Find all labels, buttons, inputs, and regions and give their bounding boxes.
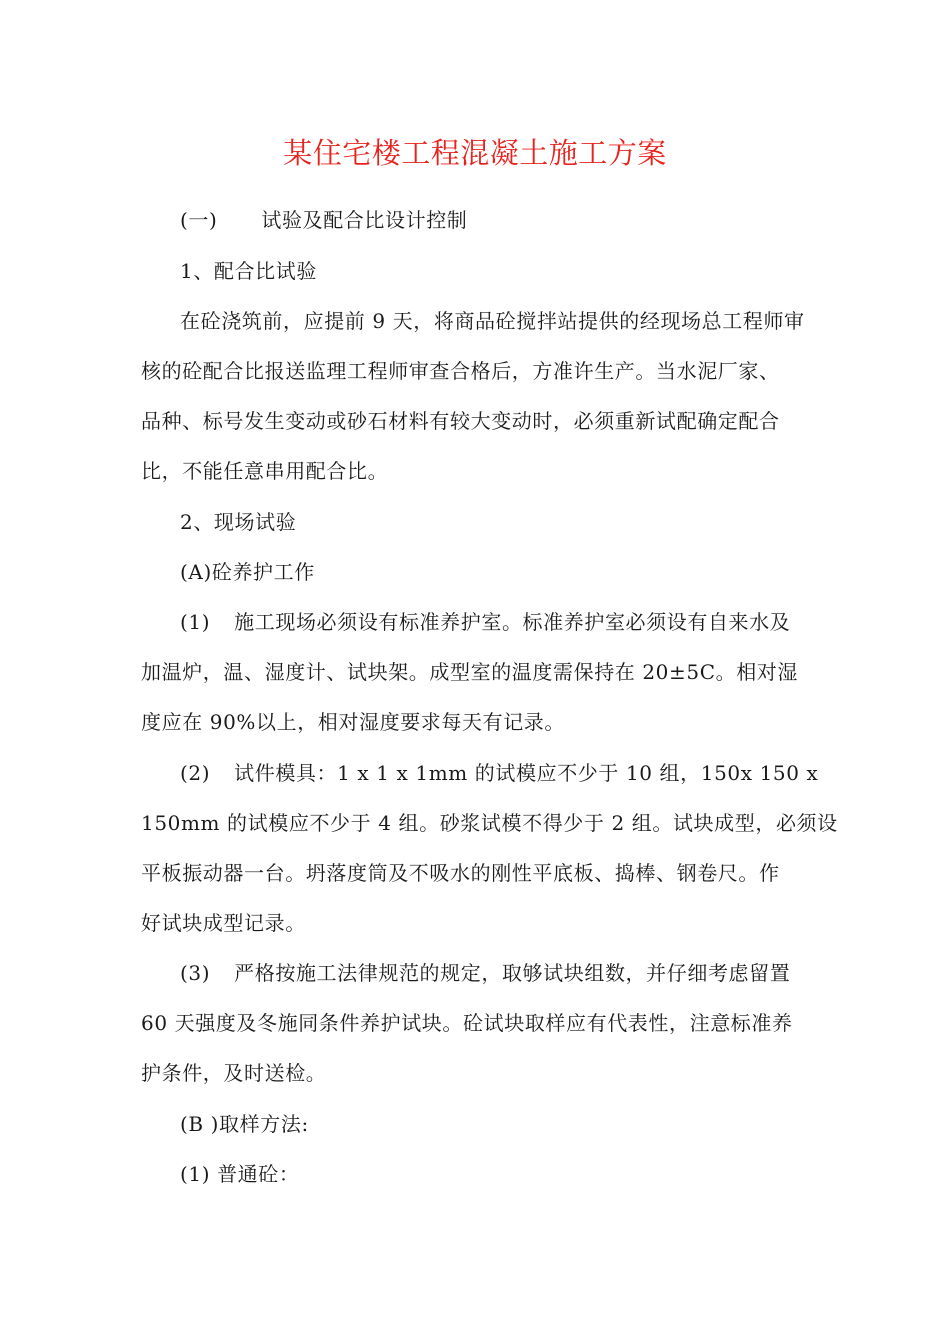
item-heading: (B )取样方法:: [180, 1112, 309, 1136]
item-number: (1): [180, 610, 211, 634]
list-item-first-line: [180, 607, 860, 637]
section-title: 试验及配合比设计控制: [261, 208, 468, 232]
section-number: (一): [180, 208, 218, 232]
item-text: 施工现场必须设有标准养护室。标准养护室必须设有自来水及: [234, 610, 791, 634]
paragraph-line: 比，不能任意串用配合比。: [141, 459, 389, 483]
paragraph-line: 核的砼配合比报送监理工程师审查合格后，方准许生产。当水泥厂家、: [141, 359, 780, 383]
item-number: (2): [180, 761, 211, 785]
paragraph-line: 60 天强度及冬施同条件养护试块。砼试块取样应有代表性，注意标准养: [141, 1011, 793, 1035]
paragraph-line: 度应在 90%以上，相对湿度要求每天有记录。: [141, 710, 566, 734]
paragraph-line: 护条件，及时送检。: [141, 1061, 327, 1085]
paragraph-line: 好试块成型记录。: [141, 911, 306, 935]
item-number: (3): [180, 961, 211, 985]
list-item-first-line: [180, 758, 860, 788]
item-heading: (A)砼养护工作: [180, 560, 315, 584]
paragraph-line: 150mm 的试模应不少于 4 组。砂浆试模不得少于 2 组。试块成型，必须设: [141, 811, 838, 835]
item-text: 严格按施工法律规范的规定，取够试块组数，并仔细考虑留置: [234, 961, 791, 985]
paragraph-line: 在砼浇筑前，应提前 9 天，将商品砼搅拌站提供的经现场总工程师审: [180, 309, 805, 333]
item-text: 试件模具：1 x 1 x 1mm 的试模应不少于 10 组，150x 150 x: [234, 761, 819, 785]
paragraph-line: 品种、标号发生变动或砂石材料有较大变动时，必须重新试配确定配合: [141, 409, 780, 433]
list-item: (1) 普通砼：: [180, 1162, 300, 1186]
paragraph-line: 平板振动器一台。坍落度筒及不吸水的刚性平底板、捣棒、钢卷尺。作: [141, 861, 780, 885]
subsection-heading: 1、配合比试验: [180, 259, 317, 283]
paragraph-line: 加温炉，温、湿度计、试块架。成型室的温度需保持在 20±5C。相对湿: [141, 660, 798, 684]
subsection-heading: 2、现场试验: [180, 510, 297, 534]
list-item-first-line: [180, 958, 860, 988]
section-heading: [180, 205, 860, 235]
document-title: 某住宅楼工程混凝土施工方案: [283, 136, 667, 170]
